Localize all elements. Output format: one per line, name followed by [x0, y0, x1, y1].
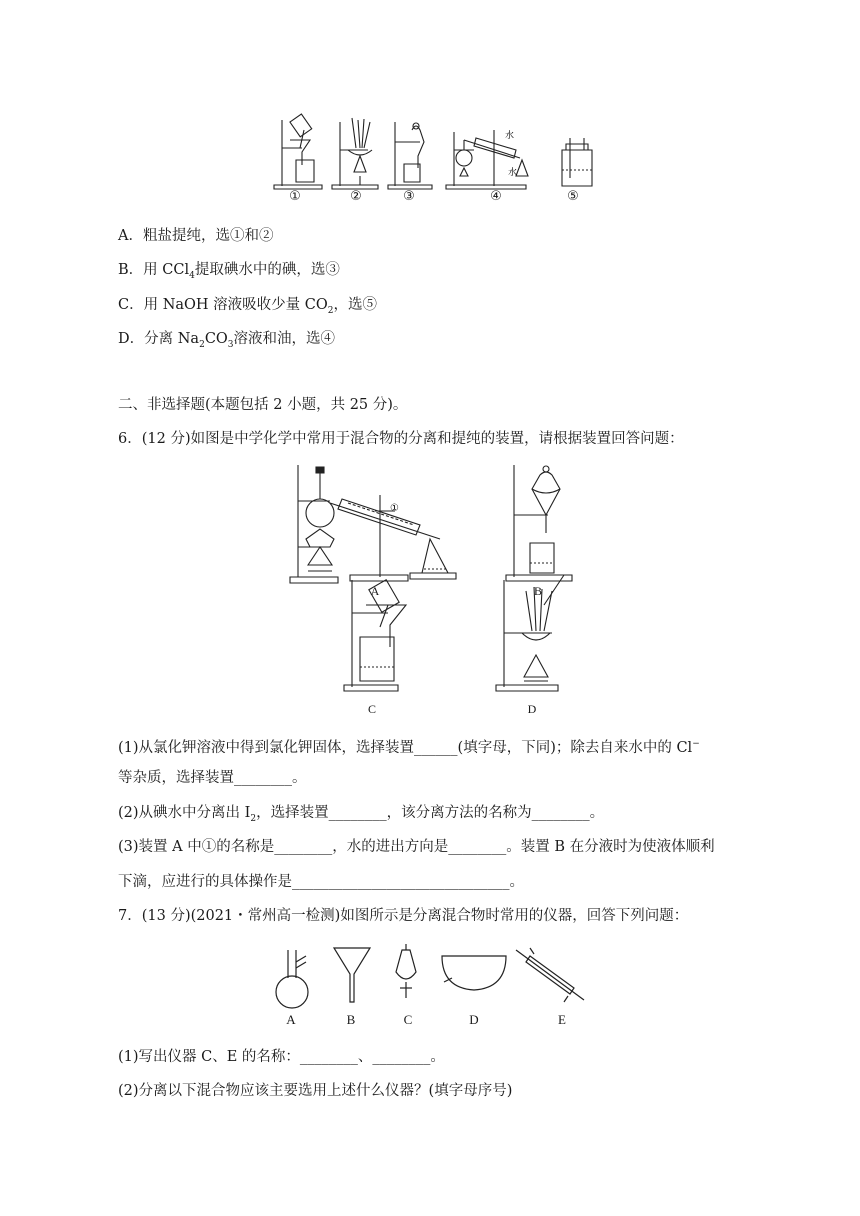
distillation-apparatus-a	[290, 465, 456, 583]
gas-washing-bottle-5	[562, 138, 592, 186]
fig-label-3: ③	[403, 189, 415, 204]
option-a: A．粗盐提纯，选①和②	[118, 228, 274, 244]
question-6-part-3-cont: 下滴，应进行的具体操作是______________________________。	[118, 874, 524, 890]
fig-q7-label-e: E	[558, 1012, 566, 1027]
question-6-part-1: (1)从氯化钾溶液中得到氯化钾固体，选择装置______(填字母，下同)；除去自来水中的 Cl−	[118, 739, 700, 756]
evaporation-apparatus-2	[332, 118, 378, 189]
section-heading: 二、非选择题(本题包括 2 小题，共 25 分)。	[118, 397, 408, 413]
separating-funnel-apparatus-b	[506, 465, 572, 581]
fig-label-1: ①	[289, 189, 301, 204]
fig-q7-label-d: D	[469, 1012, 479, 1027]
apparatus-figure-q6	[0, 455, 860, 715]
evaporating-dish-d	[442, 956, 506, 990]
question-6-part-2: (2)从碘水中分离出 $I_2$，选择装置________，该分离方法的名称为________。	[118, 805, 605, 824]
tube-label-1: 水	[505, 131, 515, 141]
tube-label-2: 水	[508, 168, 518, 178]
fig-label-4: ④	[490, 189, 502, 204]
fig-q7-label-a: A	[286, 1012, 296, 1027]
separating-funnel-c	[396, 944, 416, 998]
option-d: D．分离 $Na_2CO_3$溶液和油，选④	[118, 331, 336, 350]
distillation-apparatus-4	[446, 130, 528, 189]
condenser-marker: ①	[390, 503, 399, 514]
question-7-part-2: (2)分离以下混合物应该主要选用上述什么仪器？(填字母序号)	[118, 1083, 513, 1099]
round-bottom-flask-a	[276, 950, 308, 1008]
separating-funnel-apparatus-3	[388, 122, 432, 189]
fig-q6-label-c: C	[367, 702, 376, 716]
question-6-part-1-cont: 等杂质，选择装置________。	[118, 770, 307, 786]
condenser-e	[516, 948, 584, 1002]
fig-q7-label-c: C	[403, 1012, 413, 1027]
fig-q6-label-a: A	[370, 584, 380, 598]
fig-q6-label-d: D	[527, 702, 537, 716]
apparatus-figure-top	[0, 0, 860, 200]
filtration-apparatus-1	[274, 114, 322, 189]
question-6-stem: 6．(12 分)如图是中学化学中常用于混合物的分离和提纯的装置，请根据装置回答问题：	[118, 431, 684, 447]
fig-label-2: ②	[350, 189, 362, 204]
question-7-stem: 7．(13 分)(2021・常州高一检测)如图所示是分离混合物时常用的仪器，回答下列问题：	[118, 908, 689, 924]
question-6-part-3: (3)装置 A 中①的名称是________，水的进出方向是________。装置 B 在分液时为使液体顺利	[118, 839, 715, 855]
option-b: B．用 CCl$_4$提取碘水中的碘，选③	[118, 262, 340, 281]
instruments-figure-q7	[0, 936, 860, 1026]
question-7-part-1: (1)写出仪器 C、E 的名称：________、________。	[118, 1049, 445, 1065]
option-c: C．用 NaOH 溶液吸收少量 $CO_2$，选⑤	[118, 297, 378, 316]
funnel-b	[334, 948, 370, 1002]
fig-q7-label-b: B	[346, 1012, 356, 1027]
fig-label-5: ⑤	[567, 189, 579, 204]
fig-q6-label-b: B	[533, 584, 542, 598]
